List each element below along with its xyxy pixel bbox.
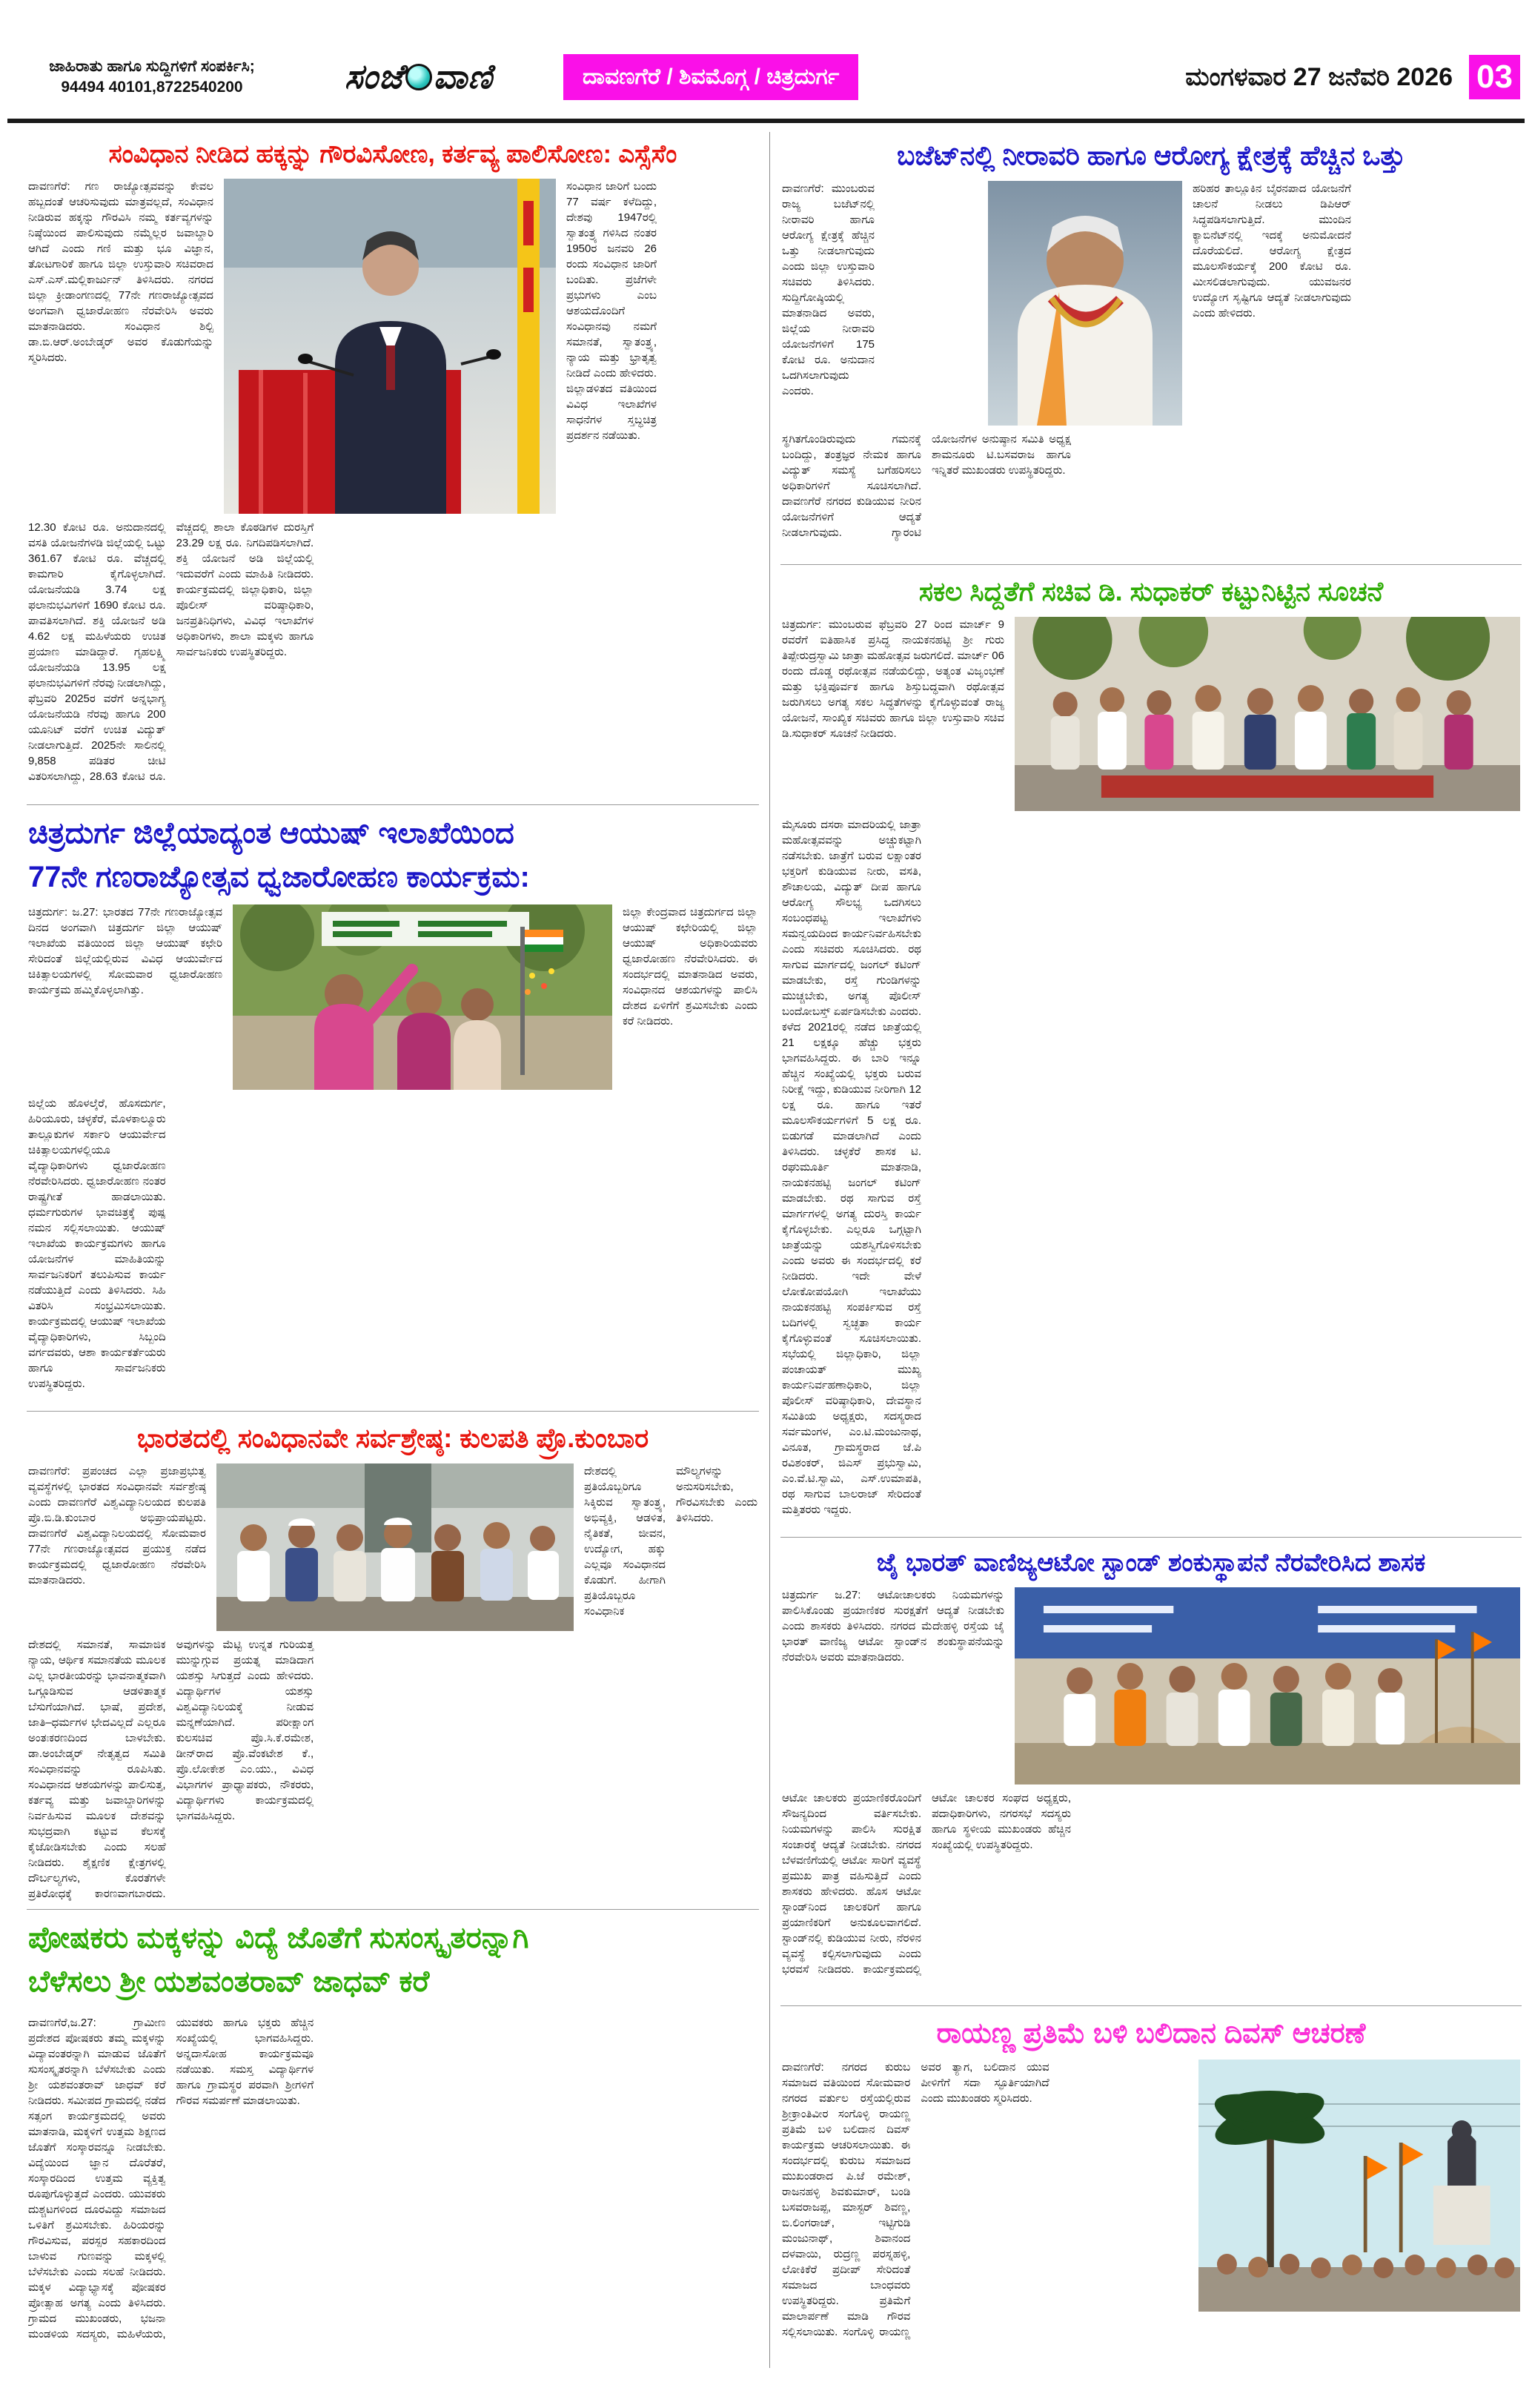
article-text: ದೇಶದಲ್ಲಿ ಸಮಾನತೆ, ಸಾಮಾಜಿಕ ನ್ಯಾಯ, ಆರ್ಥಿಕ ಸಮಾನತೆಯ ಮೂಲಕ ಎಲ್ಲ ಭಾರತೀಯರನ್ನು ಭಾವನಾತ್ಮಕವಾಗಿ ಒಗ್ಗೂಡಿಸುವ ಆಡಳಿತಾತ್ಮಕ ಬೆಸುಗೆಯಾಗಿದೆ. ಭಾಷೆ, ಪ್ರದೇಶ, ಜಾತಿ–ಧರ್ಮಗಳ ಭೇದವಿಲ್ಲದೆ ಎಲ್ಲರೂ ಅಂತಃಕರಣದಿಂದ ಬಾಳಬೇಕು. ಡಾ.ಅಂಬೇಡ್ಕರ್ ನೇತೃತ್ವದ ಸಮಿತಿ ಸಂವಿಧಾನವನ್ನು ರೂಪಿಸಿತು. ಸಂವಿಧಾನದ ಆಶಯಗಳನ್ನು ಪಾಲಿಸುತ್ತ, ಕರ್ತವ್ಯ ಮತ್ತು ಜವಾಬ್ದಾರಿಗಳನ್ನು ನಿರ್ವಹಿಸುವ ಮೂಲಕ ದೇಶವನ್ನು ಸುಭದ್ರವಾಗಿ ಕಟ್ಟುವ ಕೆಲಸಕ್ಕೆ ಕೈಜೋಡಿಸಬೇಕು ಎಂದು ಸಲಹೆ ನೀಡಿದರು. ಶೈಕ್ಷಣಿಕ ಕ್ಷೇತ್ರಗಳಲ್ಲಿ ದೌರ್ಬಲ್ಯಗಳು, ಕೊರತೆಗಳೇ ಪ್ರತಿರೋಧಕ್ಕೆ ಕಾರಣವಾಗಬಾರದು. ಅವುಗಳನ್ನು ಮೆಟ್ಟಿ ಉನ್ನತ ಗುರಿಯತ್ತ ಮುನ್ನುಗ್ಗುವ ಪ್ರಯತ್ನ ಮಾಡಿದಾಗ ಯಶಸ್ಸು ಸಿಗುತ್ತದೆ ಎಂದು ಹೇಳಿದರು. ವಿದ್ಯಾರ್ಥಿಗಳ ಯಶಸ್ಸು ವಿಶ್ವವಿದ್ಯಾನಿಲಯಕ್ಕೆ ನೀಡುವ ಮನ್ನಣೆಯಾಗಿದೆ. ಪರೀಕ್ಷಾಂಗ ಕುಲಸಚಿವ ಪ್ರೊ.ಸಿ.ಕೆ.ರಮೇಶ, ಡೀನ್‌ರಾದ ಪ್ರೊ.ವೆಂಕಟೇಶ ಕೆ., ಪ್ರೊ.ಲೋಕೇಶ ಎಂ.ಯು., ವಿವಿಧ ವಿಭಾಗಗಳ ಪ್ರಾಧ್ಯಾಪಕರು, ನೌಕರರು, ವಿದ್ಯಾರ್ಥಿಗಳು ಕಾರ್ಯಕ್ರಮದಲ್ಲಿ ಭಾಗವಹಿಸಿದ್ದರು. (28, 1638, 314, 1900)
contact-info (30, 56, 274, 99)
article-budget-irrigation-health (780, 129, 1522, 565)
headline-auto-stand: ಜೈ ಭಾರತ್ ವಾಣಿಜ್ಯಆಟೋ ಸ್ಟಾಂಡ್ ಶಂಕುಸ್ಥಾಪನೆ ನೆರವೇರಿಸಿದ ಶಾಸಕ (876, 1549, 1426, 1577)
headline-constitution-rights: ಸಂವಿಧಾನ ನೀಡಿದ ಹಕ್ಕನ್ನು ಗೌರವಿಸೋಣ, ಕರ್ತವ್ಯ ಪಾಲಿಸೋಣ: ಎಸ್ಸೆಸೆಂ (108, 140, 677, 168)
newspaper-logo (274, 56, 563, 98)
contact-line1: ಜಾಹಿರಾತು ಹಾಗೂ ಸುದ್ದಿಗಳಿಗೆ ಸಂಪರ್ಕಿಸಿ; (49, 57, 255, 75)
article-text: ದಾವಣಗೆರೆ: ಗಣ ರಾಜ್ಯೋತ್ಸವವನ್ನು ಕೇವಲ ಹಬ್ಬದಂತೆ ಆಚರಿಸುವುದು ಮಾತ್ರವಲ್ಲದೆ, ಸಂವಿಧಾನ ನೀಡಿರುವ ಹಕ್ಕನ್ನು ಗೌರವಿಸಿ ನಮ್ಮ ಕರ್ತವ್ಯಗಳನ್ನು ನಿಷ್ಠೆಯಿಂದ ಪಾಲಿಸುವುದು ನಮ್ಮೆಲ್ಲರ ಜವಾಬ್ದಾರಿ ಆಗಿದೆ ಎಂದು ಗಣಿ ಮತ್ತು ಭೂ ವಿಜ್ಞಾನ, ತೋಟಗಾರಿಕೆ ಹಾಗೂ ಜಿಲ್ಲಾ ಉಸ್ತುವಾರಿ ಸಚಿವರಾದ ಎಸ್.ಎಸ್.ಮಲ್ಲಿಕಾರ್ಜುನ್ ತಿಳಿಸಿದರು. ನಗರದ ಜಿಲ್ಲಾ ಕ್ರೀಡಾಂಗಣದಲ್ಲಿ 77ನೇ ಗಣರಾಜ್ಯೋತ್ಸವದ ಅಂಗವಾಗಿ ಧ್ವಜಾರೋಹಣ ನೆರವೇರಿಸಿ ಅವರು ಮಾತನಾಡಿದರು. ಸಂವಿಧಾನ ಶಿಲ್ಪಿ ಡಾ.ಬಿ.ಆರ್.ಅಂಬೇಡ್ಕರ್ ಅವರ ಕೊಡುಗೆಯನ್ನು ಸ್ಮರಿಸಿದರು. (28, 180, 213, 365)
photo-foundation-ceremony (1015, 1587, 1520, 1784)
article-text: ದಾವಣಗೆರೆ: ನಗರದ ಕುರುಬ ಸಮಾಜದ ವತಿಯಿಂದ ಸೋಮವಾರ ನಗರದ ವರ್ತುಲ ರಸ್ತೆಯಲ್ಲಿರುವ ಶ್ರೀಕ್ರಾಂತಿವೀರ ಸಂಗೊಳ್ಳಿ ರಾಯಣ್ಣ ಪ್ರತಿಮೆ ಬಳಿ ಬಲಿದಾನ ದಿವಸ್ ಕಾರ್ಯಕ್ರಮ ಆಚರಿಸಲಾಯಿತು. ಈ ಸಂದರ್ಭದಲ್ಲಿ ಕುರುಬ ಸಮಾಜದ ಮುಖಂಡರಾದ ಪಿ.ಜೆ ರಮೇಶ್, ರಾಜನಹಳ್ಳಿ ಶಿವಕುಮಾರ್, ಬಂಡಿ ಬಸವರಾಜಪ್ಪ, ಮಾಸ್ಟರ್ ಶಿವಣ್ಣ, ಬಿ.ಲಿಂಗರಾಜ್, ಇಟ್ಟಿಗುಡಿ ಮಂಜುನಾಥ್, ಶಿವಾನಂದ ದಳವಾಯಿ, ರುದ್ರಣ್ಣ ಪರಸ್ನಹಳ್ಳಿ, ಲೋಕಿಕೆರೆ ಪ್ರದೀಪ್ ಸೇರಿದಂತೆ ಸಮಾಜದ ಬಾಂಧವರು ಉಪಸ್ಥಿತರಿದ್ದರು. ಪ್ರತಿಮೆಗೆ ಮಾಲಾರ್ಪಣೆ ಮಾಡಿ ಗೌರವ ಸಲ್ಲಿಸಲಾಯಿತು. ಸಂಗೊಳ್ಳಿ ರಾಯಣ್ಣ ಅವರ ತ್ಯಾಗ, ಬಲಿದಾನ ಯುವ ಪೀಳಿಗೆಗೆ ಸದಾ ಸ್ಫೂರ್ತಿಯಾಗಿದೆ ಎಂದು ಮುಖಂಡರು ಸ್ಮರಿಸಿದರು. (782, 2061, 1049, 2339)
article-constitution-supreme (27, 1412, 759, 1910)
article-text: ಮೈಸೂರು ದಸರಾ ಮಾದರಿಯಲ್ಲಿ ಜಾತ್ರಾ ಮಹೋತ್ಸವವನ್ನು ಅಚ್ಚುಕಟ್ಟಾಗಿ ನಡೆಸಬೇಕು. ಜಾತ್ರೆಗೆ ಬರುವ ಲಕ್ಷಾಂತರ ಭಕ್ತರಿಗೆ ಕುಡಿಯುವ ನೀರು, ವಸತಿ, ಶೌಚಾಲಯ, ವಿದ್ಯುತ್ ದೀಪ ಹಾಗೂ ಆರೋಗ್ಯ ಸೌಲಭ್ಯ ಒದಗಿಸಲು ಸಂಬಂಧಪಟ್ಟ ಇಲಾಖೆಗಳು ಸಮನ್ವಯದಿಂದ ಕಾರ್ಯನಿರ್ವಹಿಸಬೇಕು ಎಂದು ಸಚಿವರು ಸೂಚಿಸಿದರು. ರಥ ಸಾಗುವ ಮಾರ್ಗದಲ್ಲಿ ಜಂಗಲ್ ಕಟಿಂಗ್ ಮಾಡಬೇಕು, ರಸ್ತೆ ಗುಂಡಿಗಳನ್ನು ಮುಚ್ಚಬೇಕು, ಅಗತ್ಯ ಪೊಲೀಸ್ ಬಂದೋಬಸ್ತ್ ಏರ್ಪಡಿಸಬೇಕು ಎಂದರು. ಕಳೆದ 2021ರಲ್ಲಿ ನಡೆದ ಜಾತ್ರೆಯಲ್ಲಿ 21 ಲಕ್ಷಕ್ಕೂ ಹೆಚ್ಚು ಭಕ್ತರು ಭಾಗವಹಿಸಿದ್ದರು. ಈ ಬಾರಿ ಇನ್ನೂ ಹೆಚ್ಚಿನ ಸಂಖ್ಯೆಯಲ್ಲಿ ಭಕ್ತರು ಬರುವ ನಿರೀಕ್ಷೆ ಇದ್ದು, ಕುಡಿಯುವ ನೀರಿಗಾಗಿ 12 ಲಕ್ಷ ರೂ. ಹಾಗೂ ಇತರೆ ಮೂಲಸೌಕರ್ಯಗಳಿಗೆ 5 ಲಕ್ಷ ರೂ. ಬಿಡುಗಡೆ ಮಾಡಲಾಗಿದೆ ಎಂದು ತಿಳಿಸಿದರು. ಚಳ್ಳಕೆರೆ ಶಾಸಕ ಟಿ. ರಘುಮೂರ್ತಿ ಮಾತನಾಡಿ, ನಾಯಕನಹಟ್ಟಿ ಜಂಗಲ್ ಕಟಿಂಗ್ ಮಾಡಬೇಕು. ರಥ ಸಾಗುವ ರಸ್ತೆ ಮಾರ್ಗಗಳಲ್ಲಿ ಅಗತ್ಯ ದುರಸ್ತಿ ಕಾರ್ಯ ಕೈಗೊಳ್ಳಬೇಕು. ಎಲ್ಲರೂ ಒಗ್ಗಟ್ಟಾಗಿ ಜಾತ್ರೆಯನ್ನು ಯಶಸ್ವಿಗೊಳಿಸಬೇಕು ಎಂದು ಅವರು ಈ ಸಂದರ್ಭದಲ್ಲಿ ಕರೆ ನೀಡಿದರು. ಇದೇ ವೇಳೆ ಲೋಕೋಪಯೋಗಿ ಇಲಾಖೆಯು ನಾಯಕನಹಟ್ಟಿ ಸಂಪರ್ಕಿಸುವ ರಸ್ತೆ ಬದಿಗಳಲ್ಲಿ ಸ್ವಚ್ಛತಾ ಕಾರ್ಯ ಕೈಗೊಳ್ಳುವಂತೆ ಸೂಚಿಸಲಾಯಿತು. ಸಭೆಯಲ್ಲಿ ಜಿಲ್ಲಾಧಿಕಾರಿ, ಜಿಲ್ಲಾ ಪಂಚಾಯತ್ ಮುಖ್ಯ ಕಾರ್ಯನಿರ್ವಹಣಾಧಿಕಾರಿ, ಜಿಲ್ಲಾ ಪೊಲೀಸ್ ವರಿಷ್ಠಾಧಿಕಾರಿ, ದೇವಸ್ಥಾನ ಸಮಿತಿಯ ಅಧ್ಯಕ್ಷರು, ಸದಸ್ಯರಾದ ಸರ್ವಮಂಗಳ, ಎಂ.ಟಿ.ಮಂಜುನಾಥ, ವಿನೂತ, ಗ್ರಾಮಸ್ಥರಾದ ಜೆ.ಪಿ ರವಿಶಂಕರ್, ಜಿಎಸ್ ಪ್ರಭುಸ್ವಾಮಿ, ಎಂ.ವೆ.ಟಿ.ಸ್ವಾಮಿ, ಎಸ್.ಉಮಾಪತಿ, ರಥ ಸಾಗುವ ಬಾಲರಾಜ್ ಸೇರಿದಂತೆ ಮತ್ತಿತರರು ಇದ್ದರು. (782, 818, 921, 1516)
article-text: ದಾವಣಗೆರೆ: ಪ್ರಪಂಚದ ಎಲ್ಲಾ ಪ್ರಜಾಪ್ರಭುತ್ವ ವ್ಯವಸ್ಥೆಗಳಲ್ಲಿ ಭಾರತದ ಸಂವಿಧಾನವೇ ಸರ್ವಶ್ರೇಷ್ಠ ಎಂದು ದಾವಣಗೆರೆ ವಿಶ್ವವಿದ್ಯಾನಿಲಯದ ಕುಲಪತಿ ಪ್ರೊ.ಬಿ.ಡಿ.ಕುಂಬಾರ ಅಭಿಪ್ರಾಯಪಟ್ಟರು. ದಾವಣಗೆರೆ ವಿಶ್ವವಿದ್ಯಾನಿಲಯದಲ್ಲಿ ಸೋಮವಾರ 77ನೇ ಗಣರಾಜ್ಯೋತ್ಸವದ ಪ್ರಯುಕ್ತ ನಡೆದ ಕಾರ್ಯಕ್ರಮದಲ್ಲಿ ಧ್ವಜಾರೋಹಣ ನೆರವೇರಿಸಿ ಮಾತನಾಡಿದರು. (28, 1464, 206, 1587)
article-text: ದಾವಣಗೆರೆ,ಜ.27: ಗ್ರಾಮೀಣ ಪ್ರದೇಶದ ಪೋಷಕರು ತಮ್ಮ ಮಕ್ಕಳನ್ನು ವಿದ್ಯಾವಂತರನ್ನಾಗಿ ಮಾಡುವ ಜೊತೆಗೆ ಸುಸಂಸ್ಕೃತರನ್ನಾಗಿ ಬೆಳೆಸಬೇಕು ಎಂದು ಶ್ರೀ ಯಶವಂತರಾವ್ ಜಾಧವ್ ಕರೆ ನೀಡಿದರು. ಸಮೀಪದ ಗ್ರಾಮದಲ್ಲಿ ನಡೆದ ಸತ್ಸಂಗ ಕಾರ್ಯಕ್ರಮದಲ್ಲಿ ಅವರು ಮಾತನಾಡಿ, ಮಕ್ಕಳಿಗೆ ಉತ್ತಮ ಶಿಕ್ಷಣದ ಜೊತೆಗೆ ಸಂಸ್ಕಾರವನ್ನೂ ನೀಡಬೇಕು. ವಿದ್ಯೆಯಿಂದ ಜ್ಞಾನ ದೊರೆತರೆ, ಸಂಸ್ಕಾರದಿಂದ ಉತ್ತಮ ವ್ಯಕ್ತಿತ್ವ ರೂಪುಗೊಳ್ಳುತ್ತದೆ ಎಂದರು. ಯುವಕರು ದುಶ್ಚಟಗಳಿಂದ ದೂರವಿದ್ದು ಸಮಾಜದ ಒಳಿತಿಗೆ ಶ್ರಮಿಸಬೇಕು. ಹಿರಿಯರನ್ನು ಗೌರವಿಸುವ, ಪರಸ್ಪರ ಸಹಕಾರದಿಂದ ಬಾಳುವ ಗುಣವನ್ನು ಮಕ್ಕಳಲ್ಲಿ ಬೆಳೆಸಬೇಕು ಎಂದು ಸಲಹೆ ನೀಡಿದರು. ಮಕ್ಕಳ ವಿದ್ಯಾಭ್ಯಾಸಕ್ಕೆ ಪೋಷಕರ ಪ್ರೋತ್ಸಾಹ ಅಗತ್ಯ ಎಂದು ತಿಳಿಸಿದರು. ಗ್ರಾಮದ ಮುಖಂಡರು, ಭಜನಾ ಮಂಡಳಿಯ ಸದಸ್ಯರು, ಮಹಿಳೆಯರು, ಯುವಕರು ಹಾಗೂ ಭಕ್ತರು ಹೆಚ್ಚಿನ ಸಂಖ್ಯೆಯಲ್ಲಿ ಭಾಗವಹಿಸಿದ್ದರು. ಅನ್ನದಾಸೋಹ ಕಾರ್ಯಕ್ರಮವೂ ನಡೆಯಿತು. ಸಮಸ್ತ ವಿದ್ಯಾರ್ಥಿಗಳ ಹಾಗೂ ಗ್ರಾಮಸ್ಥರ ಪರವಾಗಿ ಶ್ರೀಗಳಿಗೆ ಗೌರವ ಸಮರ್ಪಣೆ ಮಾಡಲಾಯಿತು. (28, 2016, 314, 2341)
article-jatra-preparation (780, 565, 1522, 1538)
page-number-badge: 03 (1469, 55, 1520, 99)
headline-parents-line2: ಬೆಳೆಸಲು ಶ್ರೀ ಯಶವಂತರಾವ್ ಜಾಧವ್ ಕರೆ (28, 1965, 430, 1998)
contact-line2: 94494 40101,8722540200 (61, 79, 243, 96)
center-column-divider (769, 132, 770, 2368)
photo-university-group (216, 1463, 574, 1631)
article-text: ಚಿತ್ರದುರ್ಗ: ಜ.27: ಭಾರತದ 77ನೇ ಗಣರಾಜ್ಯೋತ್ಸವ ದಿನದ ಅಂಗವಾಗಿ ಚಿತ್ರದುರ್ಗ ಜಿಲ್ಲಾ ಆಯುಷ್ ಇಲಾಖೆಯ ವತಿಯಿಂದ ಜಿಲ್ಲಾ ಆಯುಷ್ ಕಛೇರಿ ಸೇರಿದಂತೆ ಜಿಲ್ಲೆಯಲ್ಲಿರುವ ವಿವಿಧ ಆಯುರ್ವೇದ ಚಿಕಿತ್ಸಾಲಯಗಳಲ್ಲಿ ಸೋಮವಾರ ಧ್ವಜಾರೋಹಣ ಕಾರ್ಯಕ್ರಮ ಹಮ್ಮಿಕೊಳ್ಳಲಾಗಿತ್ತು. (28, 905, 222, 996)
right-half (780, 129, 1522, 2368)
page-content (0, 123, 1532, 2368)
edition-date: ಮಂಗಳವಾರ 27 ಜನೆವರಿ 2026 (1185, 62, 1453, 91)
article-text: 12.30 ಕೋಟಿ ರೂ. ಅನುದಾನದಲ್ಲಿ ವಸತಿ ಯೋಜನೆಗಳಡಿ ಜಿಲ್ಲೆಯಲ್ಲಿ ಒಟ್ಟು 361.67 ಕೋಟಿ ರೂ. ವೆಚ್ಚದಲ್ಲಿ ಕಾಮಗಾರಿ ಕೈಗೊಳ್ಳಲಾಗಿದೆ. ಯೋಜನೆಯಡಿ 3.74 ಲಕ್ಷ ಫಲಾನುಭವಿಗಳಿಗೆ 1690 ಕೋಟಿ ರೂ. ಪಾವತಿಸಲಾಗಿದೆ. ಶಕ್ತಿ ಯೋಜನೆ ಅಡಿ 4.62 ಲಕ್ಷ ಮಹಿಳೆಯರು ಉಚಿತ ಪ್ರಯಾಣ ಮಾಡಿದ್ದಾರೆ. ಗೃಹಲಕ್ಷ್ಮಿ ಯೋಜನೆಯಡಿ 13.95 ಲಕ್ಷ ಫಲಾನುಭವಿಗಳಿಗೆ ನೆರವು ನೀಡಲಾಗಿದ್ದು, ಫೆಬ್ರವರಿ 2025ರ ವರೆಗೆ ಅನ್ನಭಾಗ್ಯ ಯೋಜನೆಯಡಿ ನೆರವು ಹಾಗೂ 200 ಯೂನಿಟ್ ವರೆಗೆ ಉಚಿತ ವಿದ್ಯುತ್ ನೀಡಲಾಗುತ್ತಿದೆ. 2025ನೇ ಸಾಲಿನಲ್ಲಿ 9,858 ಪಡಿತರ ಚೀಟಿ ವಿತರಿಸಲಾಗಿದ್ದು, 28.63 ಕೋಟಿ ರೂ. ವೆಚ್ಚದಲ್ಲಿ ಶಾಲಾ ಕೊಠಡಿಗಳ ದುರಸ್ತಿಗೆ 23.29 ಲಕ್ಷ ರೂ. ನಿಗದಿಪಡಿಸಲಾಗಿದೆ. ಶಕ್ತಿ ಯೋಜನೆ ಅಡಿ ಜಿಲ್ಲೆಯಲ್ಲಿ ಇದುವರೆಗೆ ಎಂದು ಮಾಹಿತಿ ನೀಡಿದರು. ಕಾರ್ಯಕ್ರಮದಲ್ಲಿ ಜಿಲ್ಲಾಧಿಕಾರಿ, ಜಿಲ್ಲಾ ಪೊಲೀಸ್ ವರಿಷ್ಠಾಧಿಕಾರಿ, ಜನಪ್ರತಿನಿಧಿಗಳು, ವಿವಿಧ ಇಲಾಖೆಗಳ ಅಧಿಕಾರಿಗಳು, ಶಾಲಾ ಮಕ್ಕಳು ಹಾಗೂ ಸಾರ್ವಜನಿಕರು ಉಪಸ್ಥಿತರಿದ್ದರು. (28, 521, 314, 784)
article-text: ದೇಶದಲ್ಲಿ ಪ್ರತಿಯೊಬ್ಬರಿಗೂ ಸಿಕ್ಕಿರುವ ಸ್ವಾತಂತ್ರ್ಯ, ಅಭಿವ್ಯಕ್ತಿ, ಆಡಳಿತ, ನೈತಿಕತೆ, ಜೀವನ, ಉದ್ಯೋಗ, ಹಕ್ಕು ಎಲ್ಲವೂ ಸಂವಿಧಾನದ ಕೊಡುಗೆ. ಹೀಗಾಗಿ ಪ್ರತಿಯೊಬ್ಬರೂ ಸಂವಿಧಾನಿಕ ಮೌಲ್ಯಗಳನ್ನು ಅನುಸರಿಸಬೇಕು, ಗೌರವಿಸಬೇಕು ಎಂದು ತಿಳಿಸಿದರು. (584, 1464, 757, 1618)
article-text: ಜಿಲ್ಲಾ ಕೇಂದ್ರವಾದ ಚಿತ್ರದುರ್ಗದ ಜಿಲ್ಲಾ ಆಯುಷ್ ಕಛೇರಿಯಲ್ಲಿ ಜಿಲ್ಲಾ ಆಯುಷ್ ಅಧಿಕಾರಿಯವರು ಧ್ವಜಾರೋಹಣ ನೆರವೇರಿಸಿದರು. ಈ ಸಂದರ್ಭದಲ್ಲಿ ಮಾತನಾಡಿದ ಅವರು, ಸಂವಿಧಾನದ ಆಶಯಗಳನ್ನು ಪಾಲಿಸಿ ದೇಶದ ಏಳಿಗೆಗೆ ಶ್ರಮಿಸಬೇಕು ಎಂದು ಕರೆ ನೀಡಿದರು. (623, 905, 757, 1028)
photo-minister-portrait (988, 181, 1182, 426)
article-text: ಹರಿಹರ ತಾಲ್ಲೂಕಿನ ಬೈರನಪಾದ ಯೋಜನೆಗೆ ಚಾಲನೆ ನೀಡಲು ಡಿಪಿಆರ್ ಸಿದ್ಧಪಡಿಸಲಾಗುತ್ತಿದೆ. ಮುಂದಿನ ಕ್ಯಾಬಿನೆಟ್‌ನಲ್ಲಿ ಇದಕ್ಕೆ ಅನುಮೋದನೆ ದೊರೆಯಲಿದೆ. ಆರೋಗ್ಯ ಕ್ಷೇತ್ರದ ಮೂಲಸೌಕರ್ಯಕ್ಕೆ 200 ಕೋಟಿ ರೂ. ಮೀಸಲಿಡಲಾಗುವುದು. ಯುವಜನರ ಉದ್ಯೋಗ ಸೃಷ್ಟಿಗೂ ಆದ್ಯತೆ ನೀಡಲಾಗುವುದು ಎಂದು ಹೇಳಿದರು. (1193, 182, 1351, 320)
headline-budget: ಬಜೆಟ್‌ನಲ್ಲಿ ನೀರಾವರಿ ಹಾಗೂ ಆರೋಗ್ಯ ಕ್ಷೇತ್ರಕ್ಕೆ ಹೆಚ್ಚಿನ ಒತ್ತು (896, 140, 1406, 171)
article-rayanna-balidan-divas (780, 2006, 1522, 2366)
masthead (0, 0, 1532, 119)
article-text: ಚಿತ್ರದುರ್ಗ: ಮುಂಬರುವ ಫೆಬ್ರವರಿ 27 ರಿಂದ ಮಾರ್ಚ್ 9 ರವರೆಗೆ ಐತಿಹಾಸಿಕ ಪ್ರಸಿದ್ಧ ನಾಯಕನಹಟ್ಟಿ ಶ್ರೀ ಗುರು ತಿಪ್ಪೇರುದ್ರಸ್ವಾಮಿ ಜಾತ್ರಾ ಮಹೋತ್ಸವ ಜರುಗಲಿದೆ. ಮಾರ್ಚ್ 06 ರಂದು ದೊಡ್ಡ ರಥೋತ್ಸವ ನಡೆಯಲಿದ್ದು, ಅತ್ಯಂತ ವಿಜೃಂಭಣೆ ಮತ್ತು ಭಕ್ತಿಪೂರ್ವಕ ಹಾಗೂ ಶಿಸ್ತುಬದ್ಧವಾಗಿ ರಥೋತ್ಸವ ಜರುಗಿಸಲು ಅಗತ್ಯ ಸಕಲ ಸಿದ್ಧತೆಗಳನ್ನು ಕೈಗೊಳ್ಳುವಂತೆ ರಾಜ್ಯ ಯೋಜನೆ, ಸಾಂಖ್ಯಿಕ ಸಚಿವರು ಹಾಗೂ ಜಿಲ್ಲಾ ಉಸ್ತುವಾರಿ ಸಚಿವ ಡಿ.ಸುಧಾಕರ್ ಸೂಚನೆ ನೀಡಿದರು. (782, 618, 1004, 740)
article-text: ದಾವಣಗೆರೆ: ಮುಂಬರುವ ರಾಜ್ಯ ಬಜೆಟ್‌ನಲ್ಲಿ ನೀರಾವರಿ ಹಾಗೂ ಆರೋಗ್ಯ ಕ್ಷೇತ್ರಕ್ಕೆ ಹೆಚ್ಚಿನ ಒತ್ತು ನೀಡಲಾಗುವುದು ಎಂದು ಜಿಲ್ಲಾ ಉಸ್ತುವಾರಿ ಸಚಿವರು ತಿಳಿಸಿದರು. ಸುದ್ದಿಗೋಷ್ಠಿಯಲ್ಲಿ ಮಾತನಾಡಿದ ಅವರು, ಜಿಲ್ಲೆಯ ನೀರಾವರಿ ಯೋಜನೆಗಳಿಗೆ 175 ಕೋಟಿ ರೂ. ಅನುದಾನ ಒದಗಿಸಲಾಗುವುದು ಎಂದರು. (782, 182, 875, 397)
headline-parents-line1: ಪೋಷಕರು ಮಕ್ಕಳನ್ನು ವಿದ್ಯೆ ಜೊತೆಗೆ ಸುಸಂಸ್ಕೃತರನ್ನಾಗಿ (28, 1922, 529, 1954)
headline-jatra-preparation: ಸಕಲ ಸಿದ್ದತೆಗೆ ಸಚಿವ ಡಿ. ಸುಧಾಕರ್ ಕಟ್ಟುನಿಟ್ಟಿನ ಸೂಚನೆ (918, 576, 1384, 606)
article-ayush-flag-hoisting (27, 805, 759, 1412)
globe-icon (405, 64, 432, 90)
article-text: ಆಟೋ ಚಾಲಕರು ಪ್ರಯಾಣಿಕರೊಂದಿಗೆ ಸೌಜನ್ಯದಿಂದ ವರ್ತಿಸಬೇಕು. ನಿಯಮಗಳನ್ನು ಪಾಲಿಸಿ ಸುರಕ್ಷಿತ ಸಂಚಾರಕ್ಕೆ ಆದ್ಯತೆ ನೀಡಬೇಕು. ನಗರದ ಬೆಳವಣಿಗೆಯಲ್ಲಿ ಆಟೋ ಸಾರಿಗೆ ವ್ಯವಸ್ಥೆ ಪ್ರಮುಖ ಪಾತ್ರ ವಹಿಸುತ್ತಿದೆ ಎಂದು ಶಾಸಕರು ಹೇಳಿದರು. ಹೊಸ ಆಟೋ ಸ್ಟಾಂಡ್‌ನಿಂದ ಚಾಲಕರಿಗೆ ಹಾಗೂ ಪ್ರಯಾಣಿಕರಿಗೆ ಅನುಕೂಲವಾಗಲಿದೆ. ಸ್ಟಾಂಡ್‌ನಲ್ಲಿ ಕುಡಿಯುವ ನೀರು, ನೆರಳಿನ ವ್ಯವಸ್ಥೆ ಕಲ್ಪಿಸಲಾಗುವುದು ಎಂದು ಭರವಸೆ ನೀಡಿದರು. ಕಾರ್ಯಕ್ರಮದಲ್ಲಿ ಆಟೋ ಚಾಲಕರ ಸಂಘದ ಅಧ್ಯಕ್ಷರು, ಪದಾಧಿಕಾರಿಗಳು, ನಗರಸಭೆ ಸದಸ್ಯರು ಹಾಗೂ ಸ್ಥಳೀಯ ಮುಖಂಡರು ಹೆಚ್ಚಿನ ಸಂಖ್ಯೆಯಲ್ಲಿ ಉಪಸ್ಥಿತರಿದ್ದರು. (782, 1792, 1071, 1977)
logo-text-left: ಸಂಜೆ (345, 57, 404, 96)
article-text: ಜಿಲ್ಲೆಯ ಹೊಳಲ್ಕೆರೆ, ಹೊಸದುರ್ಗ, ಹಿರಿಯೂರು, ಚಳ್ಳಕೆರೆ, ಮೊಳಕಾಲ್ಮೂರು ತಾಲ್ಲೂಕುಗಳ ಸರ್ಕಾರಿ ಆಯುರ್ವೇದ ಚಿಕಿತ್ಸಾಲಯಗಳಲ್ಲಿಯೂ ವೈದ್ಯಾಧಿಕಾರಿಗಳು ಧ್ವಜಾರೋಹಣ ನೆರವೇರಿಸಿದರು. ಧ್ವಜಾರೋಹಣ ನಂತರ ರಾಷ್ಟ್ರಗೀತೆ ಹಾಡಲಾಯಿತು. ಧರ್ಮಗುರುಗಳ ಭಾವಚಿತ್ರಕ್ಕೆ ಪುಷ್ಪ ನಮನ ಸಲ್ಲಿಸಲಾಯಿತು. ಆಯುಷ್ ಇಲಾಖೆಯ ಕಾರ್ಯಕ್ರಮಗಳು ಹಾಗೂ ಯೋಜನೆಗಳ ಮಾಹಿತಿಯನ್ನು ಸಾರ್ವಜನಿಕರಿಗೆ ತಲುಪಿಸುವ ಕಾರ್ಯ ನಡೆಯುತ್ತಿದೆ ಎಂದು ತಿಳಿಸಿದರು. ಸಿಹಿ ವಿತರಿಸಿ ಸಂಭ್ರಮಿಸಲಾಯಿತು. ಕಾರ್ಯಕ್ರಮದಲ್ಲಿ ಆಯುಷ್ ಇಲಾಖೆಯ ವೈದ್ಯಾಧಿಕಾರಿಗಳು, ಸಿಬ್ಬಂದಿ ವರ್ಗದವರು, ಆಶಾ ಕಾರ್ಯಕರ್ತೆಯರು ಹಾಗೂ ಸಾರ್ವಜನಿಕರು ಉಪಸ್ಥಿತರಿದ್ದರು. (28, 1096, 166, 1390)
photo-flag-hoisting-women (233, 904, 612, 1090)
photo-rayanna-statue-gathering (1198, 2060, 1520, 2312)
headline-ayush-line1: ಚಿತ್ರದುರ್ಗ ಜಿಲ್ಲೆಯಾದ್ಯಂತ ಆಯುಷ್ ಇಲಾಖೆಯಿಂದ (28, 817, 514, 850)
article-parents-children (27, 1910, 759, 2368)
photo-minister-podium (224, 179, 556, 514)
article-constitution-rights (27, 129, 759, 805)
headline-ayush-line2: 77ನೇ ಗಣರಾಜ್ಯೋತ್ಸವ ಧ್ವಜಾರೋಹಣ ಕಾರ್ಯಕ್ರಮ: (28, 860, 530, 893)
article-auto-stand (780, 1538, 1522, 2006)
article-text: ಸಂವಿಧಾನ ಜಾರಿಗೆ ಬಂದು 77 ವರ್ಷ ಕಳೆದಿದ್ದು, ದೇಶವು 1947ರಲ್ಲಿ ಸ್ವಾತಂತ್ರ್ಯ ಗಳಿಸಿದ ನಂತರ 1950ರ ಜನವರಿ 26 ರಂದು ಸಂವಿಧಾನ ಜಾರಿಗೆ ಬಂದಿತು. ಪ್ರಜೆಗಳೇ ಪ್ರಭುಗಳು ಎಂಬ ಆಶಯದೊಂದಿಗೆ ಸಂವಿಧಾನವು ನಮಗೆ ಸಮಾನತೆ, ಸ್ವಾತಂತ್ರ್ಯ, ನ್ಯಾಯ ಮತ್ತು ಭ್ರಾತೃತ್ವ ನೀಡಿದೆ ಎಂದು ಹೇಳಿದರು. ಜಿಲ್ಲಾಡಳಿತದ ವತಿಯಿಂದ ವಿವಿಧ ಇಲಾಖೆಗಳ ಸಾಧನೆಗಳ ಸ್ತಬ್ಧಚಿತ್ರ ಪ್ರದರ್ಶನ ನಡೆಯಿತು. (566, 180, 657, 443)
photo-minister-stage-event (1015, 617, 1520, 811)
left-half (27, 129, 759, 2368)
article-text: ಸ್ಥಗಿತಗೊಂಡಿರುವುದು ಗಮನಕ್ಕೆ ಬಂದಿದ್ದು, ತಂತ್ರಜ್ಞರ ನೇಮಕ ಹಾಗೂ ವಿದ್ಯುತ್ ಸಮಸ್ಯೆ ಬಗೆಹರಿಸಲು ಅಧಿಕಾರಿಗಳಿಗೆ ಸೂಚಿಸಲಾಗಿದೆ. ದಾವಣಗೆರೆ ನಗರದ ಕುಡಿಯುವ ನೀರಿನ ಯೋಜನೆಗಳಿಗೆ ಆದ್ಯತೆ ನೀಡಲಾಗುವುದು. ಗ್ಯಾರಂಟಿ ಯೋಜನೆಗಳ ಅನುಷ್ಠಾನ ಸಮಿತಿ ಅಧ್ಯಕ್ಷ ಶಾಮನೂರು ಟಿ.ಬಸವರಾಜ ಹಾಗೂ ಇನ್ನಿತರೆ ಮುಖಂಡರು ಉಪಸ್ಥಿತರಿದ್ದರು. (782, 432, 1071, 539)
logo-text-right: ವಾಣಿ (433, 57, 493, 96)
headline-constitution-supreme: ಭಾರತದಲ್ಲಿ ಸಂವಿಧಾನವೇ ಸರ್ವಶ್ರೇಷ್ಠ: ಕುಲಪತಿ ಪ್ರೊ.ಕುಂಬಾರ (136, 1423, 649, 1453)
edition-section-banner: ದಾವಣಗೆರೆ / ಶಿವಮೊಗ್ಗ / ಚಿತ್ರದುರ್ಗ (563, 54, 858, 100)
headline-rayanna: ರಾಯಣ್ಣ ಪ್ರತಿಮೆ ಬಳಿ ಬಲಿದಾನ ದಿವಸ್ ಆಚರಣೆ (936, 2018, 1366, 2049)
article-text: ಚಿತ್ರದುರ್ಗ ಜ.27: ಆಟೋಚಾಲಕರು ನಿಯಮಗಳನ್ನು ಪಾಲಿಸಿಕೊಂಡು ಪ್ರಯಾಣಿಕರ ಸುರಕ್ಷತೆಗೆ ಆದ್ಯತೆ ನೀಡಬೇಕು ಎಂದು ಶಾಸಕರು ತಿಳಿಸಿದರು. ನಗರದ ಮೆದೇಹಳ್ಳಿ ರಸ್ತೆಯ ಜೈ ಭಾರತ್ ವಾಣಿಜ್ಯ ಆಟೋ ಸ್ಟಾಂಡ್‌ನ ಶಂಕುಸ್ಥಾಪನೆಯನ್ನು ನೆರವೇರಿಸಿ ಅವರು ಮಾತನಾಡಿದರು. (782, 1589, 1004, 1664)
